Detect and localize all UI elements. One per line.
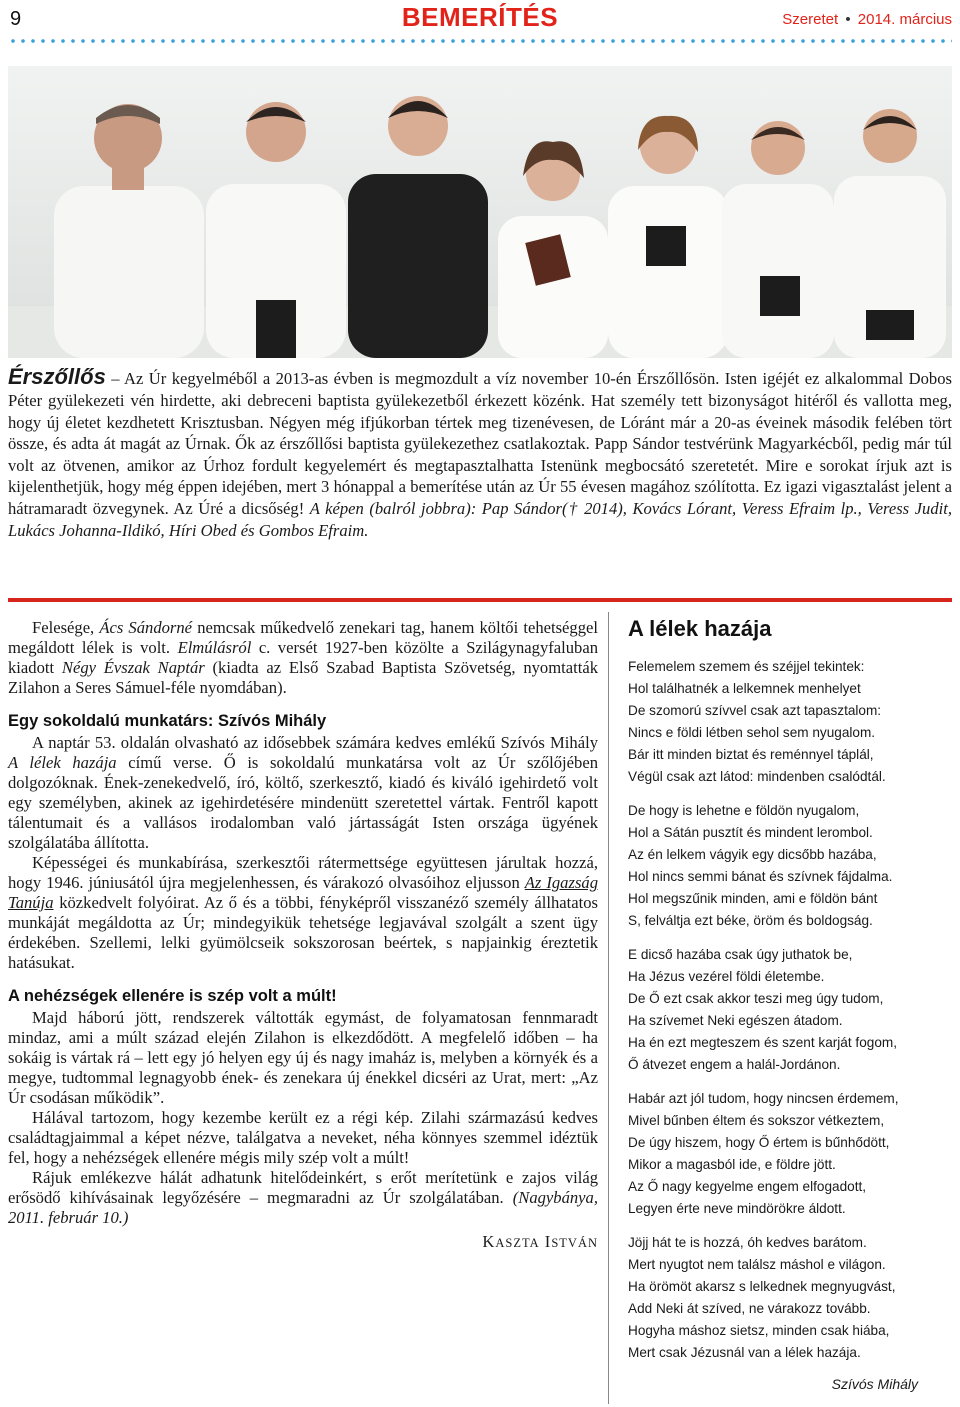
poem-line: Ő átvezet engem a halál-Jordánon. xyxy=(628,1057,841,1072)
author-last-rest: STVÁN xyxy=(551,1236,598,1250)
poem-line: Ha Jézus vezérel földi életembe. xyxy=(628,969,825,984)
caption-place: Érszőllős xyxy=(8,364,106,389)
text-run: közkedvelt folyóirat. Az ő és a többi, fényképről visszanéző személy állhatatos munkáját megáldotta az Úr; mindegyikük tehetsége legjavával szolgált a szent ügy érdekében. Szellemi, lelki gyümölcseik sokszorosan beértek, s napjainkig éreztetik hatásukat. xyxy=(8,893,598,972)
article-paragraph xyxy=(8,733,598,853)
poem-line: De Ő ezt csak akkor teszi meg úgy tudom, xyxy=(628,991,884,1006)
poem-line: Mert csak Jézusnál van a lélek hazája. xyxy=(628,1345,861,1360)
subheading-1: Egy sokoldalú munkatárs: Szívós Mihály xyxy=(8,712,327,730)
photo-credit: A képen (balról jobbra): Pap Sándor(† 2014), Kovács Lórant, Veress Efraim lp., Veress Judit, Lukács Johanna-Ildikó, Híri Obed és Gombos Efraim. xyxy=(8,498,952,540)
poem-stanza xyxy=(628,800,954,932)
name-italic: Ács Sándorné xyxy=(99,618,193,637)
text-run: nemcsak műkedvelő zenekari tag, hanem költői tehetséggel megáldott lélek is volt. xyxy=(8,618,598,657)
author-initial: I xyxy=(544,1232,552,1251)
poem-line: Hogyha máshoz sietsz, minden csak hiába, xyxy=(628,1323,890,1338)
poem-line: Az én lelkem vágyik egy dicsőbb hazába, xyxy=(628,847,877,862)
article-paragraph xyxy=(8,618,598,698)
column-divider xyxy=(608,612,609,1404)
text-run: Rájuk emlékezve hálát adhatunk hitelődeinkért, s erőt merítetünk e zajos világ erősödő kihívásainak legyőzésére – megmaradni az Úr szolgálatában. xyxy=(8,1168,598,1207)
poem-author: Szívós Mihály xyxy=(831,1376,918,1392)
poem-line: De úgy hiszem, hogy Ő értem is bűnhődött, xyxy=(628,1135,890,1150)
poem-line: De szomorú szívvel csak azt tapasztalom: xyxy=(628,703,882,718)
issue-info xyxy=(782,11,952,28)
publication-name: Szeretet xyxy=(782,11,839,28)
caption-dash: – xyxy=(111,369,120,388)
poem-column xyxy=(628,616,954,1392)
poem-stanza xyxy=(628,944,954,1076)
baptism-group-photo xyxy=(8,66,952,358)
poem-line: De hogy is lehetne e földön nyugalom, xyxy=(628,803,860,818)
poem-line: Felemelem szemem és széjjel tekintek: xyxy=(628,659,865,674)
poem-line: Habár azt jól tudom, hogy nincsen érdemem, xyxy=(628,1091,899,1106)
poem-line: Hol találhatnék a lelkemnek menhelyet xyxy=(628,681,861,696)
page-header xyxy=(0,0,960,44)
poem-line: Az Ő nagy kegyelme engem elfogadott, xyxy=(628,1179,867,1194)
poem-line: Legyen érte neve mindörökre áldott. xyxy=(628,1201,846,1216)
subheading-2: A nehézségek ellenére is szép volt a múlt! xyxy=(8,987,337,1005)
poem-stanza xyxy=(628,656,954,788)
separator-dot: • xyxy=(845,11,851,28)
poem-stanzas xyxy=(628,656,954,1364)
poem-title-italic: A lélek hazája xyxy=(8,753,117,772)
author-first-rest: ASZTA xyxy=(495,1236,540,1250)
poem-line: Hol a Sátán pusztít és mindent lerombol. xyxy=(628,825,873,840)
page-number: 9 xyxy=(10,8,22,30)
calendar-title-italic: Négy Évszak Naptár xyxy=(61,658,205,677)
text-run: Felesége, xyxy=(32,618,95,637)
poem-line: Add Neki át szíved, ne várakozz tovább. xyxy=(628,1301,871,1316)
text-run: A naptár 53. oldalán olvasható az idősebbek számára kedves emlékű Szívós Mihály xyxy=(32,733,598,752)
text-run: című verse. Ő is sokoldalú munkatársa volt az Úr szőlőjében dolgozóknak. Ének-zenekedvelő, író, költő, szerkesztő, kiadó és kiváló igehirdető volt egy személyben, akinek az igehirdetésére mindenütt szeretettel vártak. Fentről kapott tálentumait és a vallásos irodalomban való jártasságát Isten országa ügyének szolgálatába állította. xyxy=(8,753,598,852)
text-run: Képességei és munkabírása, szerkesztői rátermettsége együttesen járultak hozzá, hogy 1946. júniusától újra megjelenhessen, és várakozó olvasóihoz eljusson xyxy=(8,853,598,892)
caption-text: Az Úr kegyelméből a 2013-as évben is megmozdult a víz november 10-én Érszőllősön. Isten igéjét ez alkalommal Dobos Péter gyülekezeti vén hirdette, aki debreceni baptista gyülekezetből érkezett közénk. Hat személy tett bizonyságot hitéről és vallotta meg, hogy új életet kezdhetett Krisztusban. Négyen még ifjúkorban tértek meg tizenévesen, de Lóránt már a 20-as éveinek második felében tört össze, és adta át magát az Úrnak. Ők az érszőllősi baptista gyülekezethez csatlakoztak. Papp Sándor testvérünk Magyarkécből, pedig már túl volt az ötvenen, amikor az Úrhoz fordult kegyelemért és megtapasztalhatta Istenünk megbocsátó szeretetét. Mire e sorokat írjuk azt is kijelenthetjük, hogy még éppen idejében, mert 3 hónappal a bemerítése után az Úr 55 évesen magához szólította. Ez igazi vigasztalást jelent a hátramaradt özvegynek. Az Úré a dicsőség! xyxy=(8,369,952,518)
poem-title-italic: Elmúlásról xyxy=(177,638,252,657)
poem-line: S, felváltja ezt béke, öröm és boldogság. xyxy=(628,913,873,928)
group-photo xyxy=(8,66,952,358)
date-italic: (Nagybánya, 2011. február 10.) xyxy=(8,1188,598,1227)
issue-date: 2014. március xyxy=(857,11,952,28)
poem-line: Mivel bűnben éltem és sokszor vétkeztem, xyxy=(628,1113,885,1128)
poem-line: Végül csak azt látod: mindenben csalódtál. xyxy=(628,769,886,784)
article-paragraph xyxy=(8,1168,598,1228)
text-run: (kiadta az Első Szabad Baptista Szövetség, nyomtatták Zilahon a Seres Sámuel-féle nyomdában). xyxy=(8,658,598,697)
section-title: BEMERÍTÉS xyxy=(401,2,559,32)
article-paragraph: Majd háború jött, rendszerek váltották egymást, de folyamatosan fennmaradt mindaz, ami a múlt század elején Zilahon is elkezdődött. A megfelelő időben – ha sokáig is vártak rá – lett egy jó helyen egy új és nagy imaház is, melyben a környék és a megye, tudtommal legnagyobb ének- és zenekara új énekkel dicséri az Urat, mert: „Az Úr csodásan működik”. xyxy=(8,1008,598,1107)
poem-title: A lélek hazája xyxy=(628,616,772,641)
red-divider xyxy=(8,598,952,602)
article-body xyxy=(8,618,598,1253)
poem-line: Ha szívemet Neki egészen átadom. xyxy=(628,1013,843,1028)
poem-line: Hol nincs semmi bánat és szívnek fájdalma. xyxy=(628,869,893,884)
poem-stanza xyxy=(628,1232,954,1364)
photo-caption xyxy=(8,364,952,541)
poem-line: Hol megszűnik minden, ami e földön bánt xyxy=(628,891,878,906)
poem-line: Nincs e földi létben sehol sem nyugalom. xyxy=(628,725,876,740)
dotted-rule xyxy=(8,38,952,44)
poem-line: Bár itt minden biztat és reménnyel táplál, xyxy=(628,747,874,762)
poem-line: Ha én ezt megteszem és szent karját fogom, xyxy=(628,1035,897,1050)
poem-line: Jöjj hát te is hozzá, óh kedves barátom. xyxy=(628,1235,867,1250)
author-initial: K xyxy=(482,1232,496,1251)
article-author xyxy=(8,1232,598,1253)
poem-line: E dicső hazába csak úgy juthatok be, xyxy=(628,947,853,962)
article-paragraph: Hálával tartozom, hogy kezembe került ez a régi kép. Zilahi származású kedves családtagjaimmal a képet nézve, találgatva a neveket, néha könnyes szemmel idéztük fel, hogy a nehézségek ellenére mégis mily szép volt a múlt! xyxy=(8,1108,598,1167)
poem-stanza xyxy=(628,1088,954,1220)
text-run: c. versét 1927-ben közölte a Szilágynagyfaluban kiadott xyxy=(8,638,598,677)
journal-title: Az Igazság Tanúja xyxy=(8,873,598,912)
poem-line: Mikor a magasból ide, e földre jött. xyxy=(628,1157,836,1172)
poem-line: Mert nyugtot nem találsz máshol e világon. xyxy=(628,1257,886,1272)
article-paragraph xyxy=(8,853,598,973)
poem-line: Ha örömöt akarsz s lelkednek megnyugvást, xyxy=(628,1279,896,1294)
